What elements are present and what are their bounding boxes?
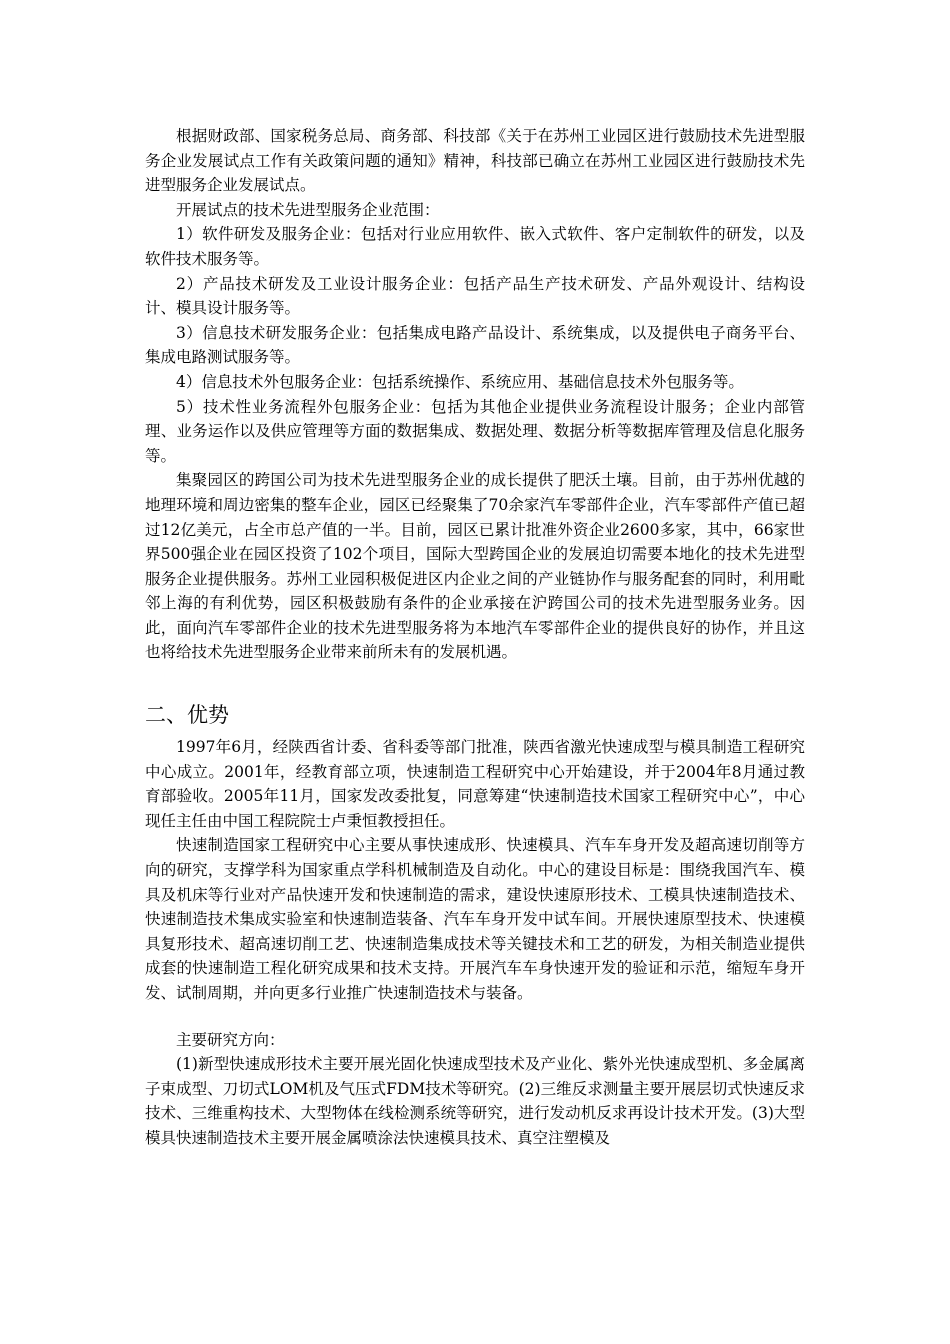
history-paragraph: 1997年6月，经陕西省计委、省科委等部门批准，陕西省激光快速成型与模具制造工程研究中心成立。2001年，经教育部立项，快速制造工程研究中心开始建设，并于2004年8月通过教育部验收。2005年11月，国家发改委批复，同意筹建“快速制造技术国家工程研究中心”，中心现任主任由中国工程院院士卢秉恒教授担任。 <box>145 738 805 830</box>
paragraph-spacer <box>145 1006 805 1028</box>
multinational-paragraph: 集聚园区的跨国公司为技术先进型服务企业的成长提供了肥沃土壤。目前，由于苏州优越的地理环境和周边密集的整车企业，园区已经聚集了70余家汽车零部件企业，汽车零部件产值已超过12亿美元，占全市总产值的一半。目前，园区已累计批准外资企业2600多家，其中，66家世界500强企业在园区投资了102个项目，国际大型跨国企业的发展迫切需要本地化的技术先进型服务企业提供服务。苏州工业园积极促进区内企业之间的产业链协作与服务配套的同时，利用毗邻上海的有利优势，园区积极鼓励有条件的企业承接在沪跨国公司的技术先进型服务业务。因此，面向汽车零部件企业的技术先进型服务将为本地汽车零部件企业的提供良好的协作，并且这也将给技术先进型服务企业带来前所未有的发展机遇。 <box>145 471 805 662</box>
policy-intro-paragraph: 根据财政部、国家税务总局、商务部、科技部《关于在苏州工业园区进行鼓励技术先进型服务企业发展试点工作有关政策问题的通知》精神，科技部已确立在苏州工业园区进行鼓励技术先进型服务企业发展试点。 <box>145 127 805 195</box>
section-heading-advantages: 二、优势 <box>145 703 229 728</box>
scope-item-it-rd: 3）信息技术研发服务企业：包括集成电路产品设计、系统集成，以及提供电子商务平台、集成电路测试服务等。 <box>145 323 805 367</box>
scope-item-bpo: 5）技术性业务流程外包服务企业：包括为其他企业提供业务流程设计服务；企业内部管理、业务运作以及供应管理等方面的数据集成、数据处理、数据分析等数据库管理及信息化服务等。 <box>145 397 805 465</box>
scope-item-software: 1）软件研发及服务企业：包括对行业应用软件、嵌入式软件、客户定制软件的研发，以及软件技术服务等。 <box>145 225 805 268</box>
center-goals-paragraph: 快速制造国家工程研究中心主要从事快速成形、快速模具、汽车车身开发及超高速切削等方向的研究，支撑学科为国家重点学科机械制造及自动化。中心的建设目标是：围绕我国汽车、模具及机床等行业对产品快速开发和快速制造的需求，建设快速原形技术、工模具快速制造技术、快速制造技术集成实验室和快速制造装备、汽车车身开发中试车间。开展快速原型技术、快速模具复形技术、超高速切削工艺、快速制造集成技术等关键技术和工艺的研发，为相关制造业提供成套的快速制造工程化研究成果和技术支持。开展汽车车身快速开发的验证和示范，缩短车身开发、试制周期，并向更多行业推广快速制造技术与装备。 <box>145 836 805 1002</box>
pilot-scope-paragraph: 开展试点的技术先进型服务企业范围： <box>176 200 440 219</box>
document-page <box>145 124 805 1151</box>
scope-item-product-design: 2）产品技术研发及工业设计服务企业：包括产品生产技术研发、产品外观设计、结构设计、模具设计服务等。 <box>145 274 805 318</box>
research-directions-paragraph: (1)新型快速成形技术主要开展光固化快速成型技术及产业化、紫外光快速成型机、多金属离子束成型、刀切式LOM机及气压式FDM技术等研究。(2)三维反求测量主要开展层切式快速反求技术、三维重构技术、大型物体在线检测系统等研究，进行发动机反求再设计技术开发。(3)大型模具快速制造技术主要开展金属喷涂法快速模具技术、真空注塑模及 <box>145 1055 805 1147</box>
scope-item-it-outsourcing: 4）信息技术外包服务企业：包括系统操作、系统应用、基础信息技术外包服务等。 <box>176 372 744 391</box>
research-directions-label: 主要研究方向： <box>176 1030 285 1049</box>
